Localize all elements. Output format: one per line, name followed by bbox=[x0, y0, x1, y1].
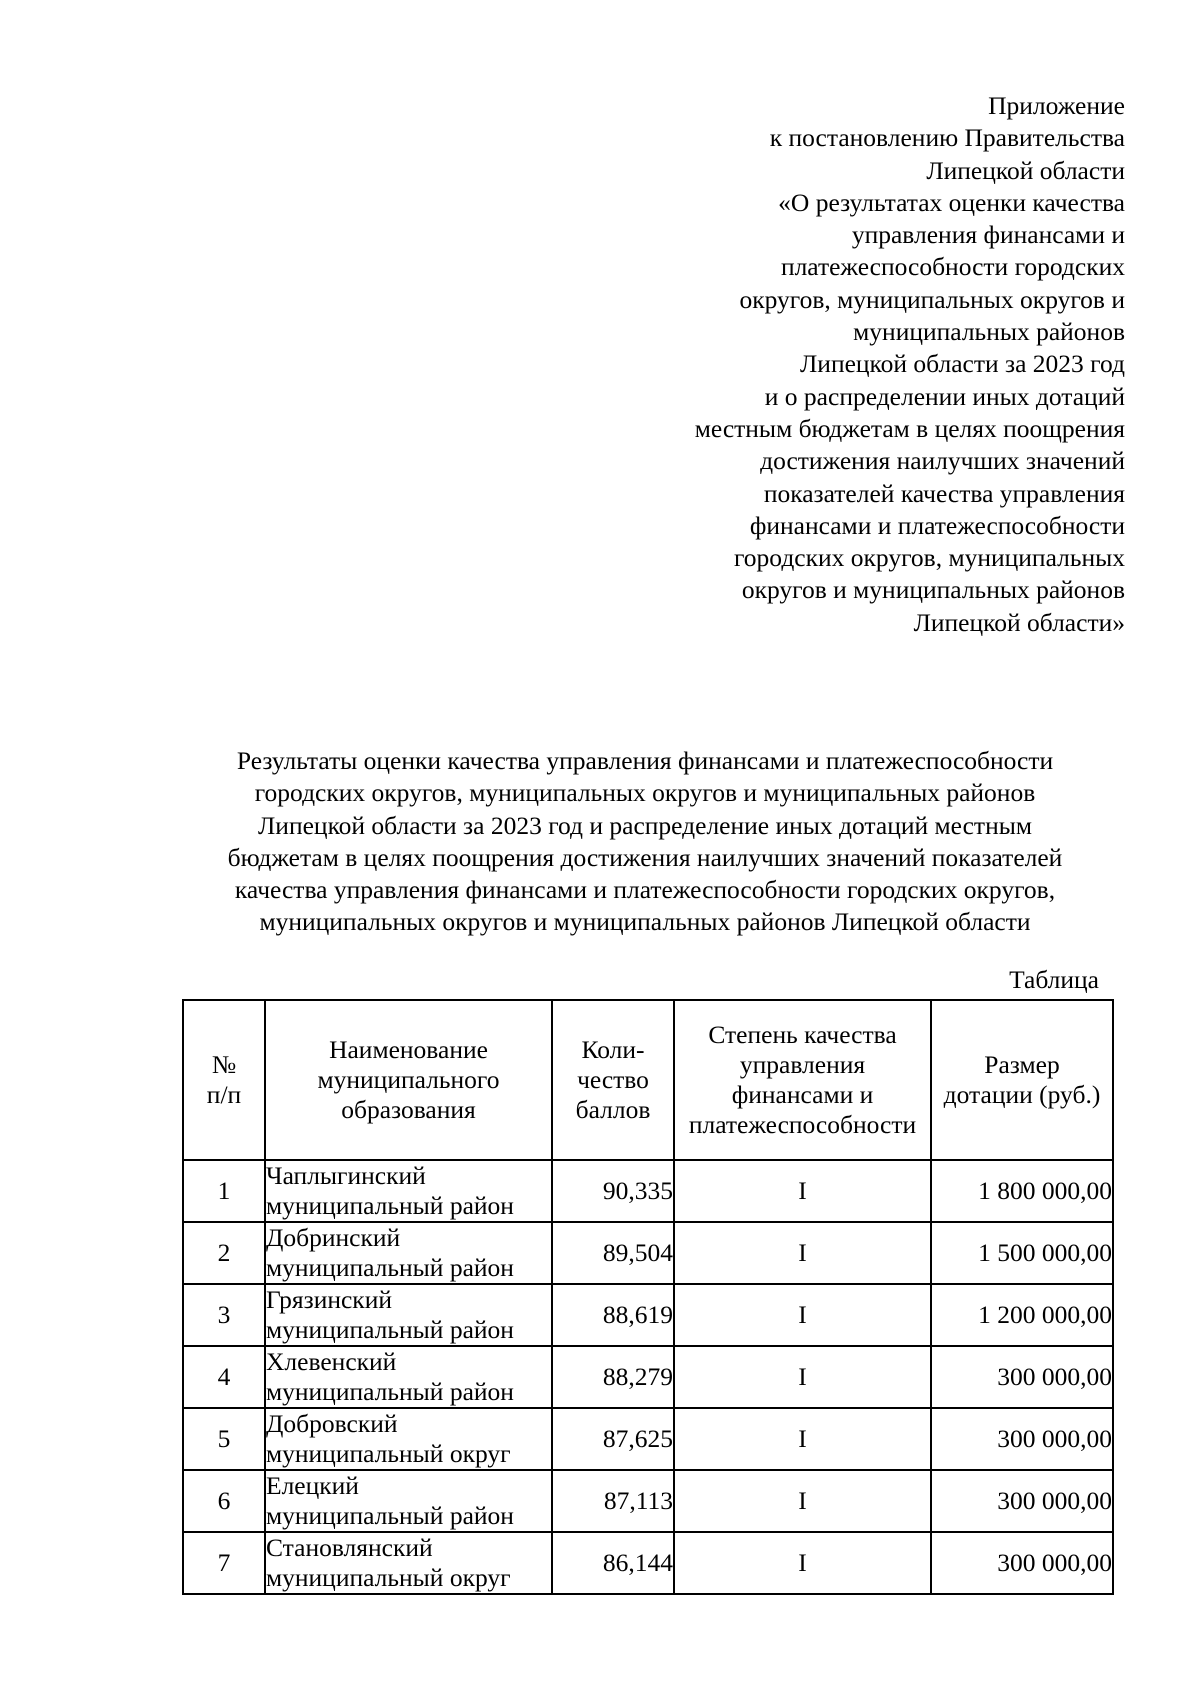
table-row bbox=[183, 1470, 1113, 1532]
appendix-line: Липецкой области» bbox=[913, 607, 1125, 637]
grade-value: I bbox=[674, 1532, 931, 1594]
municipality-name: Хлевенский муниципальный район bbox=[265, 1346, 552, 1408]
municipality-name: Елецкий муниципальный район bbox=[265, 1470, 552, 1532]
document-title bbox=[180, 745, 1110, 939]
grade-value: I bbox=[674, 1160, 931, 1222]
header-name: Наименование муниципального образования bbox=[265, 1000, 552, 1160]
table-caption: Таблица bbox=[1009, 965, 1099, 994]
municipality-name: Становлянский муниципальный округ bbox=[265, 1532, 552, 1594]
row-number: 6 bbox=[183, 1470, 265, 1532]
score-value: 87,625 bbox=[552, 1408, 674, 1470]
title-line: бюджетам в целях поощрения достижения наилучших значений показателей bbox=[227, 842, 1063, 872]
subsidy-amount: 300 000,00 bbox=[931, 1532, 1113, 1594]
grade-value: I bbox=[674, 1408, 931, 1470]
municipality-name: Грязинский муниципальный район bbox=[265, 1284, 552, 1346]
title-line: Липецкой области за 2023 год и распределение иных дотаций местным bbox=[258, 810, 1032, 840]
table-row bbox=[183, 1222, 1113, 1284]
row-number: 1 bbox=[183, 1160, 265, 1222]
appendix-line: управления финансами и bbox=[851, 220, 1125, 250]
appendix-line: местным бюджетам в целях поощрения bbox=[694, 413, 1125, 443]
title-line: муниципальных округов и муниципальных районов Липецкой области bbox=[259, 907, 1031, 937]
municipality-name: Добровский муниципальный округ bbox=[265, 1408, 552, 1470]
results-table bbox=[182, 999, 1114, 1595]
row-number: 2 bbox=[183, 1222, 265, 1284]
appendix-line: Липецкой области bbox=[926, 155, 1125, 185]
appendix-line: платежеспособности городских bbox=[780, 252, 1125, 282]
appendix-line: показателей качества управления bbox=[763, 478, 1125, 508]
subsidy-amount: 300 000,00 bbox=[931, 1470, 1113, 1532]
appendix-line: муниципальных районов bbox=[853, 317, 1125, 347]
header-grade: Степень качества управления финансами и платежеспособности bbox=[674, 1000, 931, 1160]
municipality-name: Чаплыгинский муниципальный район bbox=[265, 1160, 552, 1222]
appendix-line: «О результатах оценки качества bbox=[778, 187, 1125, 217]
subsidy-amount: 300 000,00 bbox=[931, 1346, 1113, 1408]
appendix-block bbox=[605, 90, 1125, 639]
title-line: Результаты оценки качества управления финансами и платежеспособности bbox=[236, 746, 1054, 775]
row-number: 3 bbox=[183, 1284, 265, 1346]
appendix-line: городских округов, муниципальных bbox=[733, 543, 1125, 573]
appendix-line: Приложение bbox=[988, 91, 1125, 120]
subsidy-amount: 1 200 000,00 bbox=[931, 1284, 1113, 1346]
appendix-line: Липецкой области за 2023 год bbox=[800, 349, 1125, 379]
appendix-line: финансами и платежеспособности bbox=[749, 510, 1125, 540]
subsidy-amount: 300 000,00 bbox=[931, 1408, 1113, 1470]
score-value: 87,113 bbox=[552, 1470, 674, 1532]
header-num: № п/п bbox=[183, 1000, 265, 1160]
grade-value: I bbox=[674, 1470, 931, 1532]
table-row bbox=[183, 1532, 1113, 1594]
table-row bbox=[183, 1284, 1113, 1346]
title-line: качества управления финансами и платежеспособности городских округов, bbox=[234, 875, 1056, 905]
municipality-name: Добринский муниципальный район bbox=[265, 1222, 552, 1284]
header-amount: Размер дотации (руб.) bbox=[931, 1000, 1113, 1160]
appendix-line: и о распределении иных дотаций bbox=[764, 381, 1125, 411]
score-value: 86,144 bbox=[552, 1532, 674, 1594]
table-row bbox=[183, 1408, 1113, 1470]
row-number: 5 bbox=[183, 1408, 265, 1470]
appendix-line: округов и муниципальных районов bbox=[741, 575, 1125, 605]
grade-value: I bbox=[674, 1222, 931, 1284]
title-line: городских округов, муниципальных округов и муниципальных районов bbox=[254, 778, 1036, 808]
score-value: 88,279 bbox=[552, 1346, 674, 1408]
score-value: 89,504 bbox=[552, 1222, 674, 1284]
table-row bbox=[183, 1160, 1113, 1222]
table-row bbox=[183, 1346, 1113, 1408]
subsidy-amount: 1 800 000,00 bbox=[931, 1160, 1113, 1222]
appendix-line: округов, муниципальных округов и bbox=[739, 284, 1125, 314]
score-value: 90,335 bbox=[552, 1160, 674, 1222]
appendix-line: достижения наилучших значений bbox=[760, 446, 1125, 476]
grade-value: I bbox=[674, 1346, 931, 1408]
score-value: 88,619 bbox=[552, 1284, 674, 1346]
grade-value: I bbox=[674, 1284, 931, 1346]
subsidy-amount: 1 500 000,00 bbox=[931, 1222, 1113, 1284]
row-number: 4 bbox=[183, 1346, 265, 1408]
header-score: Коли- чество баллов bbox=[552, 1000, 674, 1160]
table-header-row bbox=[183, 1000, 1113, 1160]
row-number: 7 bbox=[183, 1532, 265, 1594]
appendix-line: к постановлению Правительства bbox=[769, 123, 1125, 153]
